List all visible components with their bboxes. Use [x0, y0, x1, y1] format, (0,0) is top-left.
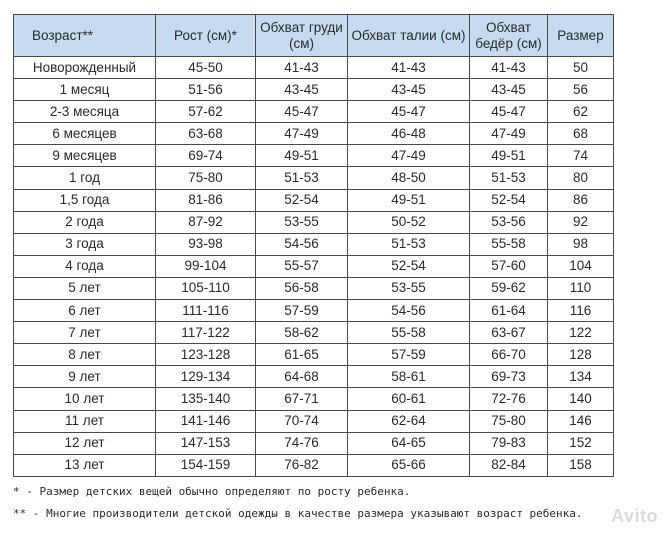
age-cell: 1 год [14, 167, 156, 189]
table-row [14, 79, 614, 101]
hips-cell: 47-49 [470, 123, 548, 145]
hips-cell: 79-83 [470, 432, 548, 454]
size-chart [13, 14, 613, 477]
height-cell: 87-92 [156, 211, 256, 233]
height-cell: 135-140 [156, 388, 256, 410]
chest-cell: 53-55 [256, 211, 348, 233]
chest-cell: 76-82 [256, 454, 348, 476]
hips-cell: 52-54 [470, 189, 548, 211]
size-cell: 140 [548, 388, 614, 410]
height-cell: 63-68 [156, 123, 256, 145]
height-cell: 129-134 [156, 366, 256, 388]
height-cell: 99-104 [156, 255, 256, 277]
age-cell: 6 лет [14, 300, 156, 322]
size-cell: 104 [548, 255, 614, 277]
hips-cell: 49-51 [470, 145, 548, 167]
waist-cell: 43-45 [348, 79, 470, 101]
table-row [14, 189, 614, 211]
chest-cell: 51-53 [256, 167, 348, 189]
height-cell: 105-110 [156, 277, 256, 299]
age-cell: 2 года [14, 211, 156, 233]
table-row [14, 277, 614, 299]
size-cell: 98 [548, 233, 614, 255]
waist-cell: 41-43 [348, 57, 470, 79]
hips-cell: 45-47 [470, 101, 548, 123]
waist-cell: 58-61 [348, 366, 470, 388]
size-cell: 56 [548, 79, 614, 101]
height-cell: 123-128 [156, 344, 256, 366]
size-cell: 128 [548, 344, 614, 366]
table-row [14, 101, 614, 123]
chest-cell: 43-45 [256, 79, 348, 101]
chest-cell: 52-54 [256, 189, 348, 211]
age-cell: 4 года [14, 255, 156, 277]
waist-cell: 54-56 [348, 300, 470, 322]
table-row [14, 432, 614, 454]
height-cell: 154-159 [156, 454, 256, 476]
header-waist: Обхват талии (см) [348, 15, 470, 57]
chest-cell: 70-74 [256, 410, 348, 432]
chest-cell: 54-56 [256, 233, 348, 255]
height-cell: 51-56 [156, 79, 256, 101]
age-cell: 9 месяцев [14, 145, 156, 167]
waist-cell: 48-50 [348, 167, 470, 189]
size-cell: 50 [548, 57, 614, 79]
table-row [14, 57, 614, 79]
chest-cell: 49-51 [256, 145, 348, 167]
footnote-height: * - Размер детских вещей обычно определяют по росту ребенка. [13, 485, 411, 498]
hips-cell: 66-70 [470, 344, 548, 366]
chest-cell: 57-59 [256, 300, 348, 322]
hips-cell: 59-62 [470, 277, 548, 299]
waist-cell: 64-65 [348, 432, 470, 454]
size-cell: 122 [548, 322, 614, 344]
chest-cell: 47-49 [256, 123, 348, 145]
header-size: Размер [548, 15, 614, 57]
age-cell: 10 лет [14, 388, 156, 410]
height-cell: 117-122 [156, 322, 256, 344]
chest-cell: 45-47 [256, 101, 348, 123]
size-cell: 146 [548, 410, 614, 432]
waist-cell: 60-61 [348, 388, 470, 410]
waist-cell: 65-66 [348, 454, 470, 476]
hips-cell: 82-84 [470, 454, 548, 476]
header-age: Возраст** [14, 15, 156, 57]
table-row [14, 454, 614, 476]
size-cell: 68 [548, 123, 614, 145]
size-cell: 152 [548, 432, 614, 454]
size-cell: 62 [548, 101, 614, 123]
height-cell: 69-74 [156, 145, 256, 167]
chest-cell: 64-68 [256, 366, 348, 388]
age-cell: 1 месяц [14, 79, 156, 101]
hips-cell: 43-45 [470, 79, 548, 101]
chest-cell: 74-76 [256, 432, 348, 454]
age-cell: Новорожденный [14, 57, 156, 79]
waist-cell: 52-54 [348, 255, 470, 277]
table-row [14, 211, 614, 233]
hips-cell: 41-43 [470, 57, 548, 79]
hips-cell: 69-73 [470, 366, 548, 388]
header-hips: Обхват бедёр (см) [470, 15, 548, 57]
hips-cell: 51-53 [470, 167, 548, 189]
height-cell: 93-98 [156, 233, 256, 255]
waist-cell: 50-52 [348, 211, 470, 233]
waist-cell: 57-59 [348, 344, 470, 366]
footnotes [13, 484, 583, 528]
waist-cell: 47-49 [348, 145, 470, 167]
hips-cell: 55-58 [470, 233, 548, 255]
header-height: Рост (см)* [156, 15, 256, 57]
age-cell: 11 лет [14, 410, 156, 432]
age-cell: 5 лет [14, 277, 156, 299]
chest-cell: 58-62 [256, 322, 348, 344]
table-row [14, 167, 614, 189]
waist-cell: 53-55 [348, 277, 470, 299]
hips-cell: 53-56 [470, 211, 548, 233]
hips-cell: 63-67 [470, 322, 548, 344]
table-row [14, 366, 614, 388]
table-row [14, 123, 614, 145]
height-cell: 147-153 [156, 432, 256, 454]
waist-cell: 45-47 [348, 101, 470, 123]
size-cell: 80 [548, 167, 614, 189]
hips-cell: 57-60 [470, 255, 548, 277]
height-cell: 57-62 [156, 101, 256, 123]
table-body [14, 57, 614, 477]
table-row [14, 410, 614, 432]
chest-cell: 56-58 [256, 277, 348, 299]
age-cell: 1,5 года [14, 189, 156, 211]
height-cell: 75-80 [156, 167, 256, 189]
table-row [14, 145, 614, 167]
chest-cell: 67-71 [256, 388, 348, 410]
waist-cell: 62-64 [348, 410, 470, 432]
hips-cell: 61-64 [470, 300, 548, 322]
hips-cell: 75-80 [470, 410, 548, 432]
chest-cell: 61-65 [256, 344, 348, 366]
size-table [13, 14, 614, 477]
age-cell: 7 лет [14, 322, 156, 344]
header-row [14, 15, 614, 57]
height-cell: 81-86 [156, 189, 256, 211]
age-cell: 2-3 месяца [14, 101, 156, 123]
age-cell: 12 лет [14, 432, 156, 454]
height-cell: 111-116 [156, 300, 256, 322]
height-cell: 45-50 [156, 57, 256, 79]
size-cell: 92 [548, 211, 614, 233]
waist-cell: 55-58 [348, 322, 470, 344]
size-cell: 134 [548, 366, 614, 388]
age-cell: 3 года [14, 233, 156, 255]
footnote-age: ** - Многие производители детской одежды в качестве размера указывают возраст ребенка. [13, 507, 583, 520]
hips-cell: 72-76 [470, 388, 548, 410]
waist-cell: 49-51 [348, 189, 470, 211]
chest-cell: 41-43 [256, 57, 348, 79]
age-cell: 6 месяцев [14, 123, 156, 145]
table-row [14, 344, 614, 366]
size-cell: 116 [548, 300, 614, 322]
waist-cell: 51-53 [348, 233, 470, 255]
age-cell: 13 лет [14, 454, 156, 476]
height-cell: 141-146 [156, 410, 256, 432]
table-row [14, 300, 614, 322]
header-chest: Обхват груди (см) [256, 15, 348, 57]
age-cell: 9 лет [14, 366, 156, 388]
table-row [14, 388, 614, 410]
age-cell: 8 лет [14, 344, 156, 366]
table-row [14, 255, 614, 277]
size-cell: 158 [548, 454, 614, 476]
avito-watermark: Avito [611, 506, 658, 526]
chest-cell: 55-57 [256, 255, 348, 277]
table-row [14, 233, 614, 255]
waist-cell: 46-48 [348, 123, 470, 145]
table-row [14, 322, 614, 344]
size-cell: 110 [548, 277, 614, 299]
size-cell: 74 [548, 145, 614, 167]
size-cell: 86 [548, 189, 614, 211]
